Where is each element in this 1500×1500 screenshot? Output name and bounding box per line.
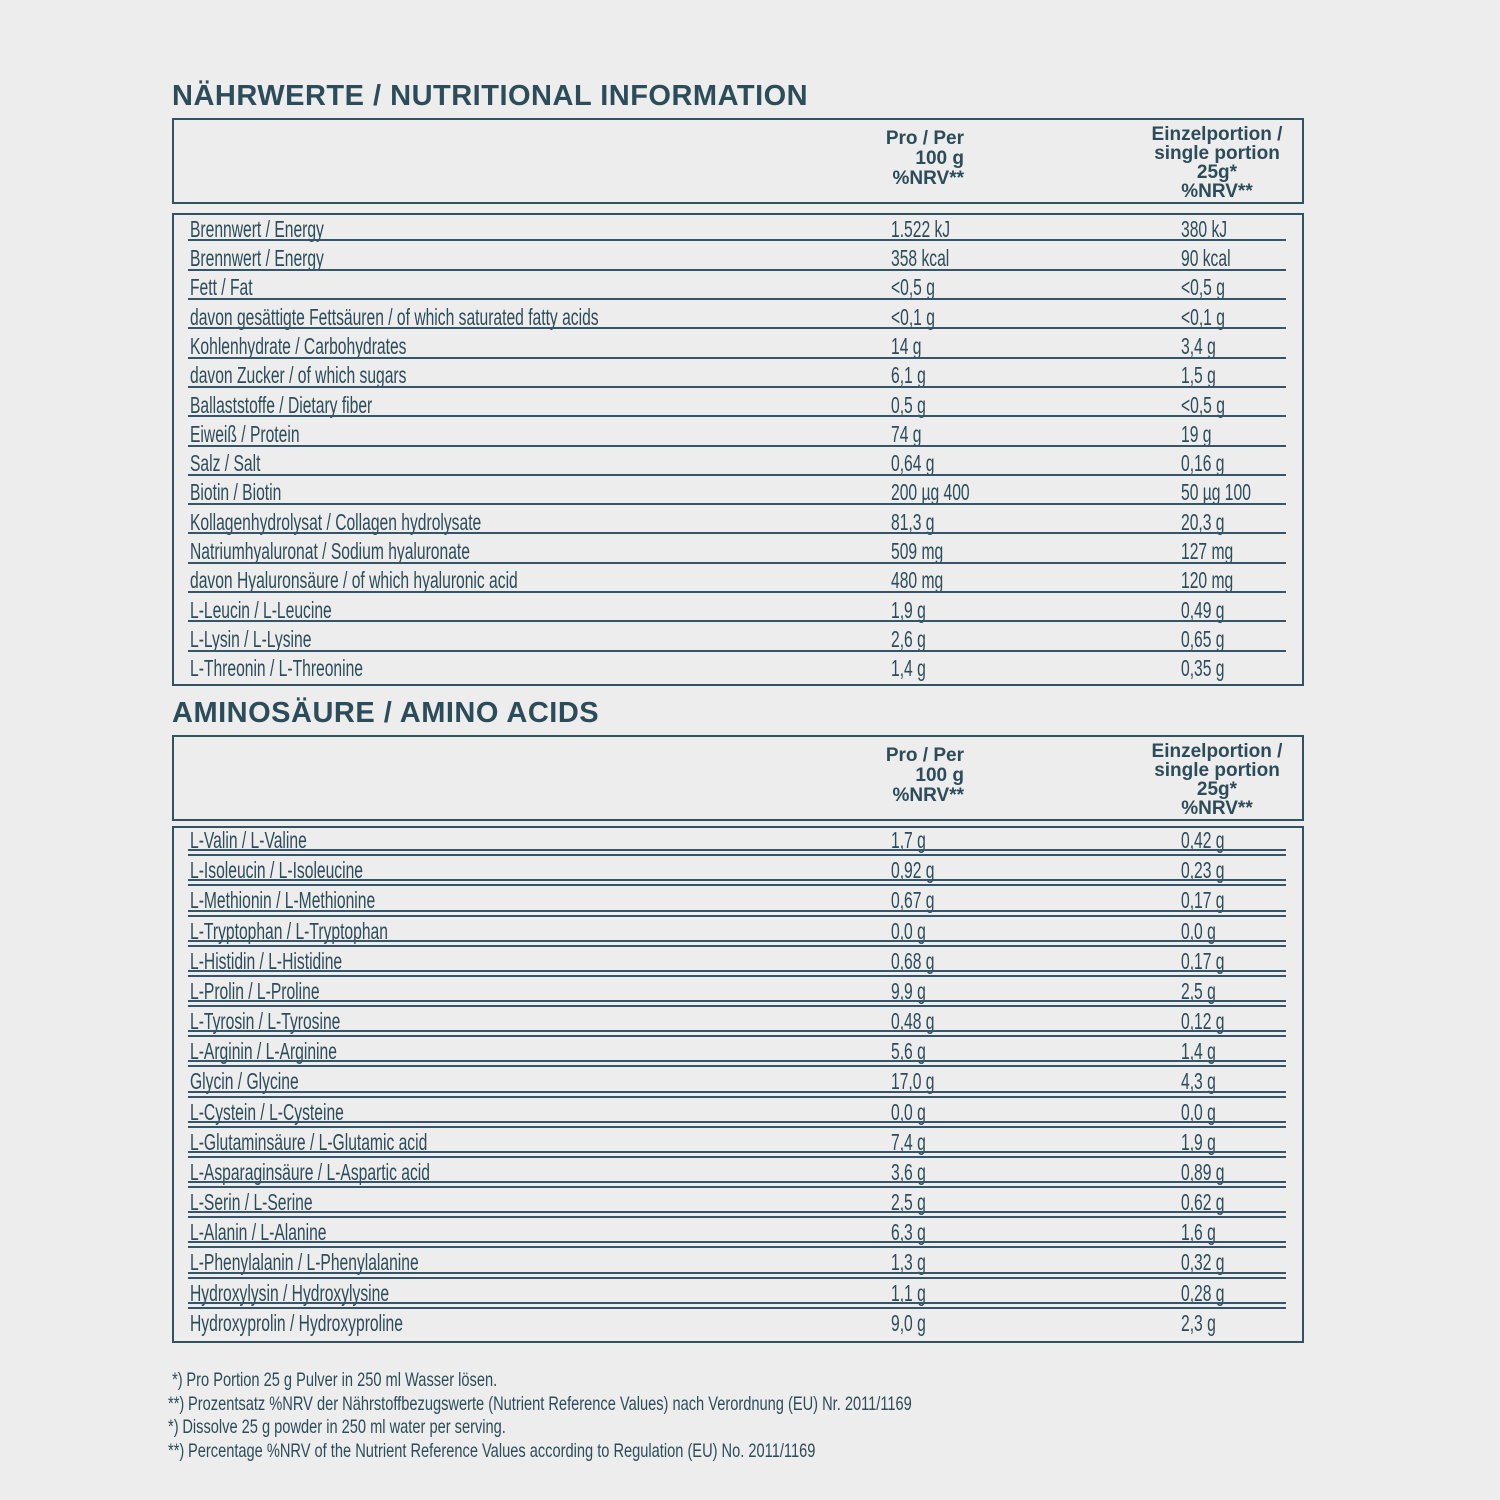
value-per-100g xyxy=(891,1158,1181,1185)
nutrient-label xyxy=(174,303,891,330)
table-row xyxy=(174,1311,1302,1341)
value-per-100g xyxy=(891,657,1181,681)
value-per-100g xyxy=(891,859,1181,883)
value-per-100g-text: 0,68 g xyxy=(891,947,935,974)
nutrient-label xyxy=(174,215,891,242)
value-per-portion xyxy=(1181,947,1302,974)
nutrient-label xyxy=(174,1251,891,1275)
table-row xyxy=(174,858,1302,888)
table-row xyxy=(174,625,1302,654)
value-per-portion-text: 0,35 g xyxy=(1181,655,1225,682)
nutrient-label xyxy=(174,1221,891,1245)
table-row xyxy=(174,479,1302,508)
nutrient-label xyxy=(174,628,891,652)
value-per-100g xyxy=(891,829,1181,853)
nutrient-label xyxy=(174,276,891,300)
value-per-portion xyxy=(1181,215,1302,242)
value-per-100g-text: 1,3 g xyxy=(891,1249,926,1276)
nutrient-label-text: Hydroxyprolin / Hydroxyproline xyxy=(190,1309,403,1336)
value-per-100g xyxy=(891,569,1181,593)
value-per-100g xyxy=(891,596,1181,623)
header-line: Einzelportion / xyxy=(1151,124,1283,145)
table-row xyxy=(174,1039,1302,1069)
value-per-100g xyxy=(891,1040,1181,1064)
nutrient-label-text: Brennwert / Energy xyxy=(190,244,324,271)
value-per-portion-text: 19 g xyxy=(1181,420,1212,447)
table-row xyxy=(174,888,1302,918)
table-row xyxy=(174,508,1302,537)
nutrient-label xyxy=(174,889,891,913)
nutrient-label-text: L-Tryptophan / L-Tryptophan xyxy=(190,917,388,944)
section-title-amino-acids: AMINOSÄURE / AMINO ACIDS xyxy=(172,697,600,729)
value-per-portion xyxy=(1181,1251,1302,1275)
header-line: %NRV** xyxy=(892,168,964,189)
nutrient-label-text: L-Glutaminsäure / L-Glutamic acid xyxy=(190,1128,428,1155)
header-line: 100 g xyxy=(915,148,964,169)
nutrient-label xyxy=(174,1128,891,1155)
value-per-100g xyxy=(891,364,1181,388)
nutrient-label-text: L-Arginin / L-Arginine xyxy=(190,1038,337,1065)
value-per-100g-text: 7,4 g xyxy=(891,1128,926,1155)
table-row xyxy=(174,362,1302,391)
table-row xyxy=(174,450,1302,479)
value-per-portion xyxy=(1181,332,1302,359)
nutrient-label xyxy=(174,481,891,505)
footnote-marker: *) xyxy=(168,1416,179,1438)
value-per-portion xyxy=(1181,364,1302,388)
value-per-100g xyxy=(891,508,1181,535)
value-per-100g xyxy=(891,1279,1181,1306)
nutrient-label-text: Biotin / Biotin xyxy=(190,479,282,506)
value-per-portion-text: 0,0 g xyxy=(1181,917,1216,944)
value-per-portion-text: <0,1 g xyxy=(1181,303,1225,330)
value-per-portion-text: 380 kJ xyxy=(1181,215,1228,242)
value-per-portion-text: 0,65 g xyxy=(1181,626,1225,653)
value-per-portion xyxy=(1181,628,1302,652)
value-per-portion-text: <0,5 g xyxy=(1181,391,1225,418)
value-per-portion-text: 1,5 g xyxy=(1181,362,1216,389)
nutrient-label-text: L-Prolin / L-Proline xyxy=(190,977,320,1004)
nutrient-label-text: L-Valin / L-Valine xyxy=(190,827,307,854)
value-per-100g-text: <0,5 g xyxy=(891,274,935,301)
section-title-nutritional-information: NÄHRWERTE / NUTRITIONAL INFORMATION xyxy=(172,80,809,112)
value-per-portion-text: 1,4 g xyxy=(1181,1038,1216,1065)
value-per-portion xyxy=(1181,303,1302,330)
value-per-100g-text: 6,3 g xyxy=(891,1219,926,1246)
footnote-text: Pro Portion 25 g Pulver in 250 ml Wasser lösen. xyxy=(186,1369,498,1391)
nutrition-table-header xyxy=(172,118,1304,204)
footnote xyxy=(168,1439,1160,1466)
value-per-portion xyxy=(1181,1279,1302,1306)
header-line: single portion xyxy=(1154,760,1280,781)
value-per-portion-text: 0,28 g xyxy=(1181,1279,1225,1306)
table-row xyxy=(174,596,1302,625)
nutrient-label xyxy=(174,420,891,447)
footnote-text: Dissolve 25 g powder in 250 ml water per serving. xyxy=(182,1416,506,1438)
footnote-marker: *) xyxy=(168,1369,183,1391)
column-header-single-portion xyxy=(1067,125,1367,201)
value-per-portion-text: 0,62 g xyxy=(1181,1189,1225,1216)
value-per-portion-text: <0,5 g xyxy=(1181,274,1225,301)
value-per-100g xyxy=(891,628,1181,652)
footnote-marker: **) xyxy=(168,1439,185,1462)
footnote-text: Prozentsatz %NRV der Nährstoffbezugswerte (Nutrient Reference Values) nach Verordnung (EU) Nr. 2011/1169 xyxy=(188,1392,912,1415)
value-per-100g xyxy=(891,889,1181,913)
header-line: Einzelportion / xyxy=(1151,741,1283,762)
value-per-portion-text: 3,4 g xyxy=(1181,332,1216,359)
nutrient-label xyxy=(174,596,891,623)
table-row xyxy=(174,537,1302,566)
value-per-100g-text: 0,0 g xyxy=(891,917,926,944)
value-per-100g xyxy=(891,303,1181,330)
value-per-100g-text: 6,1 g xyxy=(891,362,926,389)
value-per-100g xyxy=(891,1070,1181,1094)
value-per-100g-text: 9,0 g xyxy=(891,1309,926,1336)
value-per-100g xyxy=(891,215,1181,242)
value-per-100g-text: <0,1 g xyxy=(891,303,935,330)
nutrient-label xyxy=(174,1098,891,1125)
column-header-single-portion xyxy=(1067,742,1367,818)
value-per-100g-text: 3,6 g xyxy=(891,1158,926,1185)
nutrient-label-text: L-Threonin / L-Threonine xyxy=(190,655,364,682)
table-row xyxy=(174,1220,1302,1250)
nutrient-label-text: Fett / Fat xyxy=(190,274,253,301)
nutrient-label xyxy=(174,1191,891,1215)
table-row xyxy=(174,979,1302,1009)
value-per-portion xyxy=(1181,657,1302,681)
value-per-portion-text: 50 µg 100 xyxy=(1181,479,1251,506)
table-row xyxy=(174,332,1302,361)
nutrient-label xyxy=(174,1070,891,1094)
value-per-portion-text: 2,3 g xyxy=(1181,1309,1216,1336)
header-line: %NRV** xyxy=(892,785,964,806)
value-per-100g-text: 0,5 g xyxy=(891,391,926,418)
footnote-text: Percentage %NRV of the Nutrient Reference Values according to Regulation (EU) No. 2011/1169 xyxy=(188,1439,816,1462)
nutrient-label-text: Natriumhyaluronat / Sodium hyaluronate xyxy=(190,538,470,565)
value-per-portion xyxy=(1181,1070,1302,1094)
value-per-100g-text: 9,9 g xyxy=(891,977,926,1004)
value-per-portion-text: 0,17 g xyxy=(1181,947,1225,974)
table-row xyxy=(174,828,1302,858)
value-per-100g-text: 1,1 g xyxy=(891,1279,926,1306)
nutrient-label xyxy=(174,1040,891,1064)
value-per-100g-text: 0,67 g xyxy=(891,887,935,914)
footnote xyxy=(168,1371,1160,1395)
value-per-100g-text: 74 g xyxy=(891,420,922,447)
value-per-100g xyxy=(891,1128,1181,1155)
value-per-portion-text: 90 kcal xyxy=(1181,244,1231,271)
value-per-portion-text: 0,23 g xyxy=(1181,857,1225,884)
table-row xyxy=(174,391,1302,420)
value-per-100g xyxy=(891,977,1181,1004)
table-row xyxy=(174,1190,1302,1220)
value-per-portion xyxy=(1181,420,1302,447)
table-row xyxy=(174,655,1302,684)
value-per-portion xyxy=(1181,859,1302,883)
nutrient-label xyxy=(174,829,891,853)
value-per-portion-text: 4,3 g xyxy=(1181,1068,1216,1095)
value-per-100g-text: 5,6 g xyxy=(891,1038,926,1065)
value-per-portion-text: 120 mg xyxy=(1181,567,1234,594)
value-per-100g xyxy=(891,1309,1181,1336)
value-per-100g xyxy=(891,1191,1181,1215)
value-per-100g-text: 1.522 kJ xyxy=(891,215,951,242)
value-per-portion xyxy=(1181,1098,1302,1125)
nutrient-label-text: L-Alanin / L-Alanine xyxy=(190,1219,327,1246)
header-line: 100 g xyxy=(915,765,964,786)
value-per-portion xyxy=(1181,829,1302,853)
value-per-100g-text: 2,5 g xyxy=(891,1189,926,1216)
value-per-portion-text: 1,6 g xyxy=(1181,1219,1216,1246)
value-per-100g xyxy=(891,1010,1181,1034)
value-per-portion xyxy=(1181,1128,1302,1155)
nutrient-label-text: L-Tyrosin / L-Tyrosine xyxy=(190,1008,341,1035)
value-per-portion xyxy=(1181,1158,1302,1185)
footnote-marker: **) xyxy=(168,1392,185,1415)
value-per-100g xyxy=(891,1098,1181,1125)
table-row xyxy=(174,919,1302,949)
value-per-portion-text: 0,12 g xyxy=(1181,1008,1225,1035)
value-per-100g-text: 200 µg 400 xyxy=(891,479,970,506)
value-per-portion xyxy=(1181,917,1302,944)
value-per-100g xyxy=(891,244,1181,271)
amino-table-header xyxy=(172,735,1304,821)
value-per-100g xyxy=(891,452,1181,476)
nutrient-label xyxy=(174,540,891,564)
nutrient-label-text: L-Serin / L-Serine xyxy=(190,1189,313,1216)
value-per-100g xyxy=(891,276,1181,300)
nutrient-label-text: Kohlenhydrate / Carbohydrates xyxy=(190,332,407,359)
nutrient-label-text: davon Zucker / of which sugars xyxy=(190,362,407,389)
amino-acids-table xyxy=(172,826,1304,1343)
value-per-100g xyxy=(891,917,1181,944)
nutrient-label xyxy=(174,508,891,535)
nutrient-label xyxy=(174,364,891,388)
value-per-100g-text: 480 mg xyxy=(891,567,944,594)
table-row xyxy=(174,1160,1302,1190)
footnote xyxy=(168,1418,1160,1442)
header-line: 25g* xyxy=(1196,779,1238,800)
nutrition-table xyxy=(172,213,1304,686)
value-per-100g-text: 1,4 g xyxy=(891,655,926,682)
value-per-100g-text: 17,0 g xyxy=(891,1068,935,1095)
nutrient-label xyxy=(174,569,891,593)
table-row xyxy=(174,567,1302,596)
value-per-100g xyxy=(891,1221,1181,1245)
value-per-portion xyxy=(1181,1221,1302,1245)
nutrient-label-text: Ballaststoffe / Dietary fiber xyxy=(190,391,373,418)
nutrient-label-text: L-Leucin / L-Leucine xyxy=(190,596,332,623)
nutrient-label-text: Kollagenhydrolysat / Collagen hydrolysate xyxy=(190,508,482,535)
value-per-portion-text: 0,16 g xyxy=(1181,450,1225,477)
nutrient-label xyxy=(174,1158,891,1185)
nutrient-label-text: L-Phenylalanin / L-Phenylalanine xyxy=(190,1249,419,1276)
value-per-portion xyxy=(1181,452,1302,476)
table-row xyxy=(174,244,1302,273)
value-per-portion-text: 0,17 g xyxy=(1181,887,1225,914)
table-row xyxy=(174,420,1302,449)
nutrient-label xyxy=(174,452,891,476)
nutrient-label xyxy=(174,1279,891,1306)
table-row xyxy=(174,1009,1302,1039)
value-per-100g-text: 81,3 g xyxy=(891,508,935,535)
header-line: single portion xyxy=(1154,143,1280,164)
nutrient-label xyxy=(174,332,891,359)
value-per-portion-text: 0,0 g xyxy=(1181,1098,1216,1125)
value-per-100g-text: 358 kcal xyxy=(891,244,950,271)
nutrient-label xyxy=(174,859,891,883)
value-per-portion-text: 0,32 g xyxy=(1181,1249,1225,1276)
value-per-portion-text: 1,9 g xyxy=(1181,1128,1216,1155)
table-row xyxy=(174,215,1302,244)
value-per-100g-text: 0,64 g xyxy=(891,450,935,477)
value-per-portion xyxy=(1181,1040,1302,1064)
value-per-portion xyxy=(1181,596,1302,623)
value-per-portion xyxy=(1181,1309,1302,1336)
value-per-portion xyxy=(1181,276,1302,300)
value-per-100g-text: 0,92 g xyxy=(891,857,935,884)
nutrient-label-text: L-Histidin / L-Histidine xyxy=(190,947,343,974)
table-row xyxy=(174,1250,1302,1280)
value-per-100g xyxy=(891,947,1181,974)
value-per-portion xyxy=(1181,569,1302,593)
value-per-portion-text: 127 mg xyxy=(1181,538,1234,565)
nutrient-label xyxy=(174,244,891,271)
value-per-portion-text: 2,5 g xyxy=(1181,977,1216,1004)
value-per-portion xyxy=(1181,889,1302,913)
value-per-100g xyxy=(891,332,1181,359)
table-row xyxy=(174,303,1302,332)
nutrient-label xyxy=(174,1309,891,1336)
table-row xyxy=(174,1281,1302,1311)
header-line: Pro / Per xyxy=(885,128,964,149)
nutrient-label-text: Eiweiß / Protein xyxy=(190,420,300,447)
value-per-portion-text: 0,49 g xyxy=(1181,596,1225,623)
nutrient-label-text: L-Lysin / L-Lysine xyxy=(190,626,312,653)
nutrient-label-text: Hydroxylysin / Hydroxylysine xyxy=(190,1279,390,1306)
header-line: Pro / Per xyxy=(885,745,964,766)
value-per-portion xyxy=(1181,244,1302,271)
footnote xyxy=(168,1392,1160,1419)
value-per-portion xyxy=(1181,1010,1302,1034)
footnotes xyxy=(168,1371,1160,1465)
nutrient-label-text: Glycin / Glycine xyxy=(190,1068,299,1095)
nutrient-label-text: L-Isoleucin / L-Isoleucine xyxy=(190,857,364,884)
nutrient-label-text: L-Cystein / L-Cysteine xyxy=(190,1098,344,1125)
nutrient-label xyxy=(174,977,891,1004)
nutrient-label xyxy=(174,947,891,974)
header-line: 25g* xyxy=(1196,162,1238,183)
value-per-100g-text: 1,7 g xyxy=(891,827,926,854)
table-row xyxy=(174,274,1302,303)
value-per-100g-text: 2,6 g xyxy=(891,626,926,653)
table-row xyxy=(174,1069,1302,1099)
value-per-portion xyxy=(1181,977,1302,1004)
nutrient-label-text: L-Asparaginsäure / L-Aspartic acid xyxy=(190,1158,430,1185)
value-per-portion xyxy=(1181,540,1302,564)
header-line: %NRV** xyxy=(1181,181,1253,202)
value-per-100g xyxy=(891,391,1181,418)
table-row xyxy=(174,1100,1302,1130)
nutrient-label-text: davon gesättigte Fettsäuren / of which saturated fatty acids xyxy=(190,303,599,330)
value-per-portion-text: 0,42 g xyxy=(1181,827,1225,854)
column-header-per-100g xyxy=(886,746,964,806)
value-per-portion-text: 0,89 g xyxy=(1181,1158,1225,1185)
value-per-100g-text: 1,9 g xyxy=(891,596,926,623)
value-per-100g-text: 0,0 g xyxy=(891,1098,926,1125)
nutrient-label xyxy=(174,917,891,944)
value-per-100g xyxy=(891,420,1181,447)
value-per-portion-text: 20,3 g xyxy=(1181,508,1225,535)
value-per-100g-text: 0,48 g xyxy=(891,1008,935,1035)
header-line: %NRV** xyxy=(1181,798,1253,819)
value-per-portion xyxy=(1181,481,1302,505)
value-per-100g-text: 509 mg xyxy=(891,538,944,565)
nutrient-label xyxy=(174,391,891,418)
nutrient-label xyxy=(174,657,891,681)
table-row xyxy=(174,949,1302,979)
nutrient-label-text: Brennwert / Energy xyxy=(190,215,324,242)
value-per-portion xyxy=(1181,391,1302,418)
nutrient-label-text: Salz / Salt xyxy=(190,450,261,477)
nutrient-label-text: davon Hyaluronsäure / of which hyaluronic acid xyxy=(190,567,518,594)
value-per-100g xyxy=(891,1251,1181,1275)
value-per-portion xyxy=(1181,1191,1302,1215)
column-header-per-100g xyxy=(886,129,964,189)
nutrient-label-text: L-Methionin / L-Methionine xyxy=(190,887,376,914)
value-per-100g xyxy=(891,540,1181,564)
nutrient-label xyxy=(174,1010,891,1034)
value-per-100g-text: 14 g xyxy=(891,332,922,359)
value-per-portion xyxy=(1181,508,1302,535)
table-row xyxy=(174,1130,1302,1160)
value-per-100g xyxy=(891,481,1181,505)
